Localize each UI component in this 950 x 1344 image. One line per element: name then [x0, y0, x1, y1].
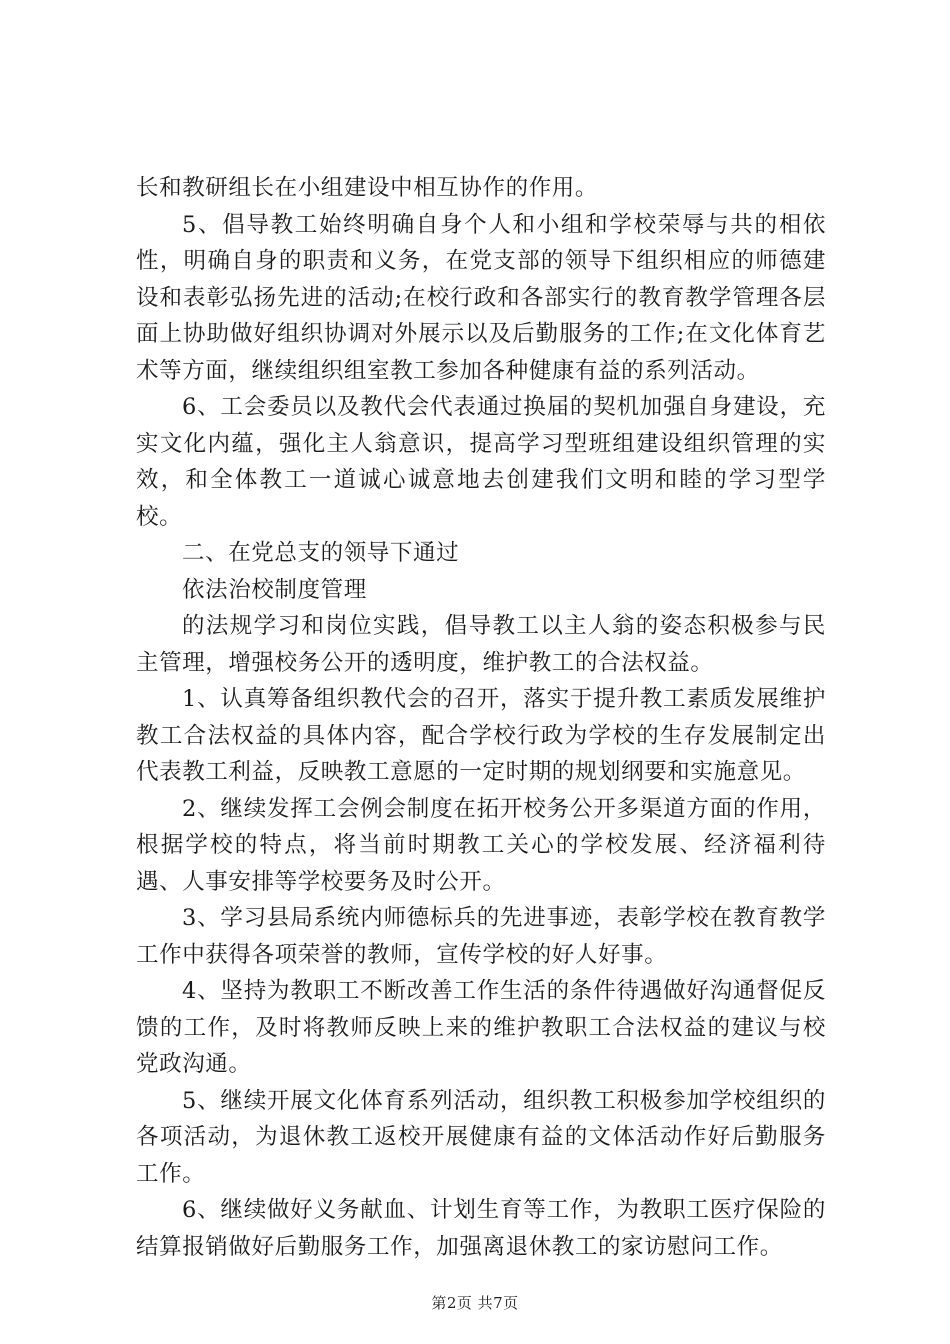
paragraph: 的法规学习和岗位实践，倡导教工以主人翁的姿态积极参与民主管理，增强校务公开的透明度，维护教工的合法权益。 — [136, 613, 826, 676]
paragraph: 5、继续开展文化体育系列活动，组织教工积极参加学校组织的各项活动，为退休教工返校开展健康有益的文体活动作好后勤服务工作。 — [136, 1087, 826, 1187]
paragraph: 1、认真筹备组织教代会的召开，落实于提升教工素质发展维护教工合法权益的具体内容，配合学校行政为学校的生存发展制定出代表教工利益，反映教工意愿的一定时期的规划纲要和实施意见。 — [136, 686, 826, 785]
paragraph: 6、继续做好义务献血、计划生育等工作，为教职工医疗保险的结算报销做好后勤服务工作，加强离退休教工的家访慰问工作。 — [136, 1197, 826, 1260]
paragraph: 6、工会委员以及教代会代表通过换届的契机加强自身建设，充实文化内蕴，强化主人翁意识，提高学习型班组建设组织管理的实效，和全体教工一道诚心诚意地去创建我们文明和睦的学习型学校。 — [136, 394, 826, 530]
paragraph: 4、坚持为教职工不断改善工作生活的条件待遇做好沟通督促反馈的工作，及时将教师反映上来的维护教职工合法权益的建议与校党政沟通。 — [136, 978, 826, 1077]
paragraph: 3、学习县局系统内师德标兵的先进事迹，表彰学校在教育教学工作中获得各项荣誉的教师，宣传学校的好人好事。 — [136, 905, 826, 968]
paragraph: 长和教研组长在小组建设中相互协作的作用。 — [136, 175, 599, 201]
section-subheading: 依法治校制度管理 — [182, 576, 367, 603]
paragraph: 5、倡导教工始终明确自身个人和小组和学校荣辱与共的相依性，明确自身的职责和义务，在党支部的领导下组织相应的师德建设和表彰弘扬先进的活动;在校行政和各部实行的教育教学管理各层面上协助做好组织协调对外展示以及后勤服务的工作;在文化体育艺术等方面，继续组织组室教工参加各种健康有益的系列活动。 — [136, 211, 826, 384]
paragraph: 2、继续发挥工会例会制度在拓开校务公开多渠道方面的作用，根据学校的特点，将当前时期教工关心的学校发展、经济福利待遇、人事安排等学校要务及时公开。 — [136, 795, 826, 895]
section-heading: 二、在党总支的领导下通过 — [182, 540, 460, 566]
page-number-footer: 第2页 共7页 — [431, 1294, 519, 1312]
document-body — [136, 170, 826, 1265]
